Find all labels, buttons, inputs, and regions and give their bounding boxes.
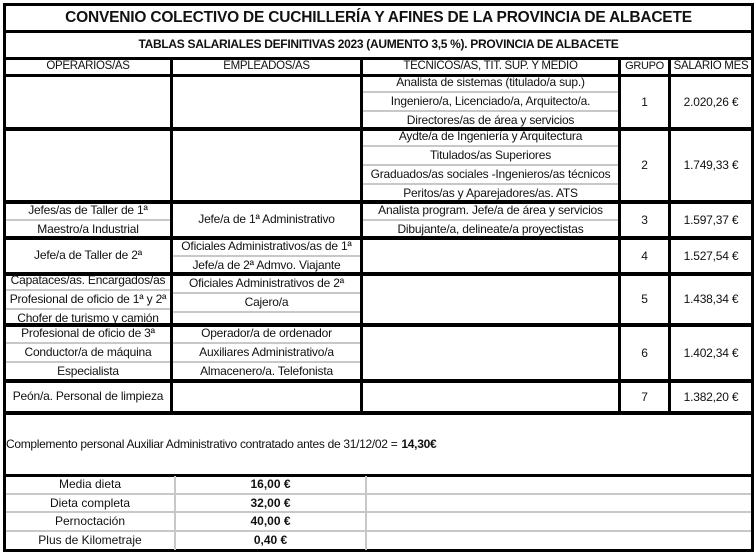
group-6-salario-cell: [668, 326, 754, 383]
empleados-job-list: [173, 239, 360, 272]
column-header-tecnicos: TECNICOS/AS, TIT. SUP. Y MEDIO: [360, 58, 618, 77]
document-title: CONVENIO COLECTIVO DE CUCHILLERÍA Y AFINES DE LA PROVINCIA DE ALBACETE: [3, 3, 754, 33]
group-4-operarios-cell: [3, 239, 170, 276]
job-title: Jefe/a de Taller de 2ª: [34, 248, 142, 262]
allowance-row: [6, 495, 751, 514]
job-title: Especialista: [57, 364, 119, 378]
monthly-salary: 1.597,37 €: [683, 212, 739, 227]
group-7-empleados-cell: [170, 382, 360, 415]
tecnicos-job-list: [363, 130, 618, 200]
job-title: Analista program. Jefe/a de área y servicios: [363, 202, 618, 221]
group-1-grupo-cell: [618, 76, 668, 131]
operarios-job-list: [6, 326, 170, 379]
column-header-salario: SALARIO MES: [668, 58, 754, 77]
allowance-value: 40,00 €: [176, 513, 367, 530]
tecnicos-job-list: [363, 326, 618, 379]
monthly-salary: 1.438,34 €: [683, 292, 739, 306]
group-number: 5: [641, 292, 648, 306]
group-4-salario-cell: [668, 239, 754, 276]
column-header-operarios: OPERARIOS/AS: [3, 58, 170, 77]
complemento-text: Complemento personal Auxiliar Administrativo contratado antes de 31/12/02 =: [6, 437, 398, 451]
group-6-grupo-cell: [618, 326, 668, 383]
monthly-salary: 2.020,26 €: [683, 94, 739, 109]
group-2-operarios-cell: [3, 130, 170, 204]
job-title: Profesional de oficio de 1ª y 2ª: [6, 291, 170, 310]
tecnicos-job-list: [363, 203, 618, 236]
group-3-empleados-cell: [170, 203, 360, 240]
group-number: 7: [641, 389, 648, 404]
job-title: Peritos/as y Aparejadores/as. ATS: [403, 186, 578, 200]
monthly-salary: 1.527,54 €: [683, 248, 739, 263]
operarios-job-list: [6, 203, 170, 236]
allowance-value: 0,40 €: [176, 532, 367, 551]
job-title: Auxiliares Administrativo/a: [173, 344, 360, 363]
group-number: 6: [641, 345, 648, 360]
job-title: Graduados/as sociales -Ingenieros/as técnicos: [363, 166, 618, 185]
group-1-tecnicos-cell: [360, 76, 618, 131]
allowance-label: Dieta completa: [6, 495, 176, 512]
job-title: Aydte/a de Ingeniería y Arquitectura: [363, 128, 618, 147]
job-title: Conductor/a de máquina: [6, 344, 170, 363]
allowance-value: 16,00 €: [176, 476, 367, 493]
job-title: Chofer de turismo y camión: [17, 310, 159, 325]
group-4-grupo-cell: [618, 239, 668, 276]
group-number: 2: [641, 158, 648, 172]
job-title: Directores/as de área y servicios: [406, 113, 575, 127]
group-7-tecnicos-cell: [360, 382, 618, 415]
group-6-tecnicos-cell: [360, 326, 618, 383]
group-2-tecnicos-cell: [360, 130, 618, 204]
complemento-value: 14,30€: [401, 437, 437, 451]
group-5-grupo-cell: [618, 275, 668, 327]
job-title: Peón/a. Personal de limpieza: [12, 389, 164, 403]
group-1-salario-cell: [668, 76, 754, 131]
operarios-job-list: [6, 382, 170, 411]
allowance-label: Plus de Kilometraje: [6, 532, 176, 551]
tecnicos-job-list: [363, 239, 618, 272]
job-title: Dibujante/a, delineate/a proyectistas: [397, 221, 584, 236]
empleados-job-list: [173, 130, 360, 200]
job-title: Titulados/as Superiores: [363, 147, 618, 166]
operarios-job-list: [6, 272, 170, 325]
group-6-operarios-cell: [3, 326, 170, 383]
group-number: 1: [641, 94, 648, 109]
job-title: Ingeniero/a, Licenciado/a, Arquitecto/a.: [363, 93, 618, 112]
empleados-job-list: [173, 203, 360, 236]
job-title: Cajero/a: [173, 294, 360, 313]
empleados-job-list: [173, 326, 360, 379]
operarios-job-list: [6, 130, 170, 200]
group-7-salario-cell: [668, 382, 754, 415]
group-3-grupo-cell: [618, 203, 668, 240]
job-title: Operador/a de ordenador: [173, 325, 360, 344]
group-3-tecnicos-cell: [360, 203, 618, 240]
empleados-job-list: [173, 382, 360, 411]
tecnicos-job-list: [363, 275, 618, 323]
group-1-operarios-cell: [3, 76, 170, 131]
group-4-empleados-cell: [170, 239, 360, 276]
job-title: Jefe/a de 2ª Admvo. Viajante: [192, 257, 341, 272]
operarios-job-list: [6, 239, 170, 272]
group-7-grupo-cell: [618, 382, 668, 415]
complemento-note: [3, 414, 754, 477]
monthly-salary: 1.382,20 €: [683, 389, 739, 404]
group-number: 3: [641, 212, 648, 227]
group-5-tecnicos-cell: [360, 275, 618, 327]
job-title: Oficiales Administrativos/as de 1ª: [173, 238, 360, 257]
job-title: Capataces/as. Encargados/as: [6, 272, 170, 291]
group-2-salario-cell: [668, 130, 754, 204]
monthly-salary: 1.402,34 €: [683, 345, 739, 360]
group-2-grupo-cell: [618, 130, 668, 204]
group-4-tecnicos-cell: [360, 239, 618, 276]
allowance-row: [6, 513, 751, 532]
monthly-salary: 1.749,33 €: [683, 158, 739, 172]
job-title: Analista de sistemas (titulado/a sup.): [363, 74, 618, 93]
job-title: Oficiales Administrativos de 2ª: [173, 275, 360, 294]
job-title: [173, 313, 360, 323]
group-6-empleados-cell: [170, 326, 360, 383]
allowance-value: 32,00 €: [176, 495, 367, 512]
job-title: Jefes/as de Taller de 1ª: [6, 202, 170, 221]
group-1-empleados-cell: [170, 76, 360, 131]
allowance-row: [6, 476, 751, 495]
column-header-empleados: EMPLEADOS/AS: [170, 58, 360, 77]
job-title: Maestro/a Industrial: [37, 221, 139, 236]
job-title: Profesional de oficio de 3ª: [6, 325, 170, 344]
document-subtitle: TABLAS SALARIALES DEFINITIVAS 2023 (AUMENTO 3,5 %). PROVINCIA DE ALBACETE: [3, 31, 754, 60]
allowance-label: Pernoctación: [6, 513, 176, 530]
column-header-grupo: GRUPO: [618, 58, 668, 77]
allowances-table: [3, 476, 754, 552]
tecnicos-job-list: [363, 382, 618, 411]
group-3-operarios-cell: [3, 203, 170, 240]
group-number: 4: [641, 248, 648, 263]
job-title: Jefe/a de 1ª Administrativo: [198, 212, 335, 226]
allowance-row: [6, 532, 751, 551]
group-7-operarios-cell: [3, 382, 170, 415]
tecnicos-job-list: [363, 76, 618, 127]
group-5-empleados-cell: [170, 275, 360, 327]
group-3-salario-cell: [668, 203, 754, 240]
empleados-job-list: [173, 275, 360, 323]
group-2-empleados-cell: [170, 130, 360, 204]
group-5-operarios-cell: [3, 272, 170, 327]
group-5-salario-cell: [668, 275, 754, 327]
allowance-label: Media dieta: [6, 476, 176, 493]
operarios-job-list: [6, 76, 170, 127]
empleados-job-list: [173, 76, 360, 127]
job-title: Almacenero/a. Telefonista: [200, 364, 333, 378]
